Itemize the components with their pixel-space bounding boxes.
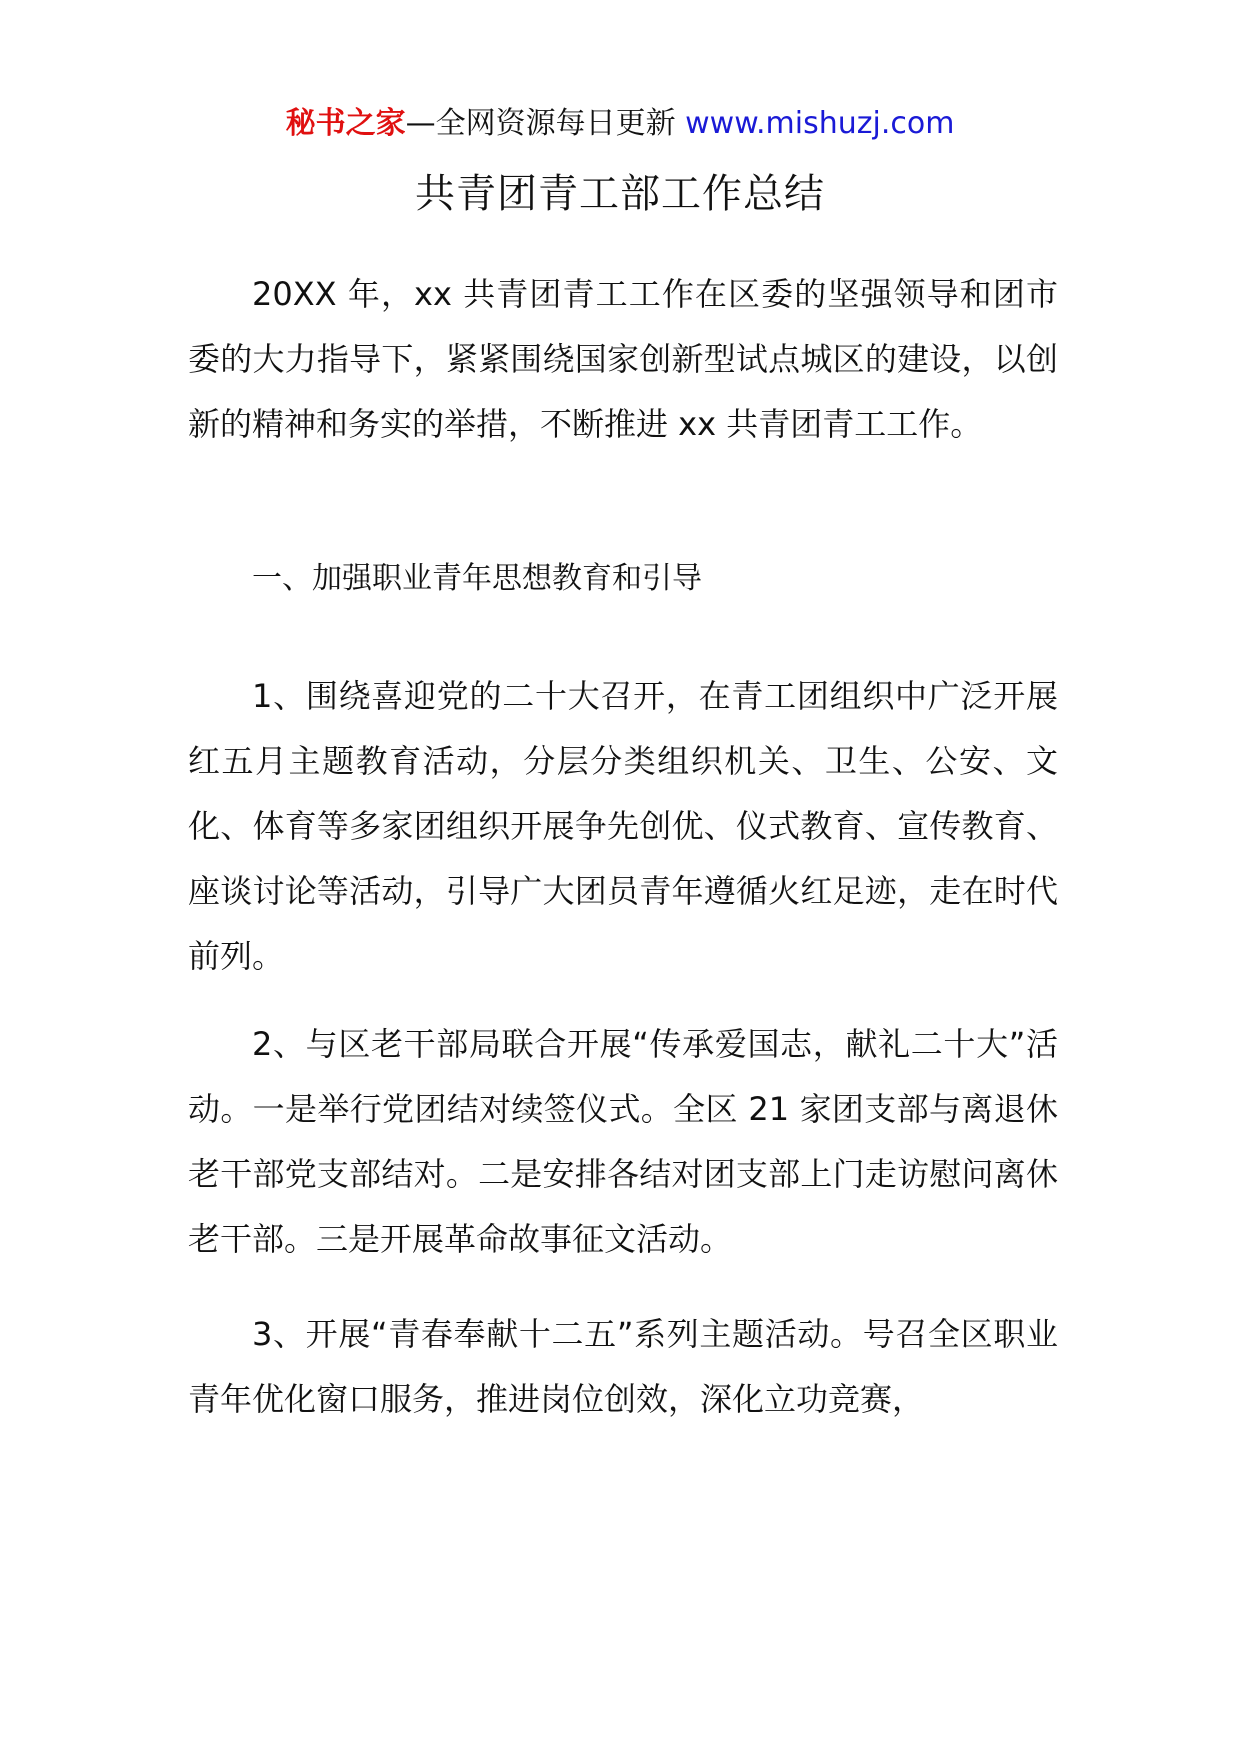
list-item-3: 3、开展“青春奉献十二五”系列主题活动。号召全区职业青年优化窗口服务，推进岗位创效，深化立功竞赛， [188, 1315, 1058, 1418]
section-heading: 一、加强职业青年思想教育和引导 [252, 561, 702, 596]
document-title: 共青团青工部工作总结 [415, 171, 825, 217]
intro-paragraph: 20XX 年，xx 共青团青工工作在区委的坚强领导和团市委的大力指导下，紧紧围绕国家创新型试点城区的建设，以创新的精神和务实的举措，不断推进 xx 共青团青工工作。 [188, 275, 1058, 443]
brand-name: 秘书之家 [285, 106, 406, 141]
site-url-link[interactable]: www.mishuzj.com [685, 106, 955, 141]
list-item-2: 2、与区老干部局联合开展“传承爱国志，献礼二十大”活动。一是举行党团结对续签仪式。全区 21 家团支部与离退休老干部党支部结对。二是安排各结对团支部上门走访慰问离休老干部。三是开展革命故事征文活动。 [188, 1025, 1058, 1258]
list-item-1: 1、围绕喜迎党的二十大召开，在青工团组织中广泛开展红五月主题教育活动，分层分类组织机关、卫生、公安、文化、体育等多家团组织开展争先创优、仪式教育、宣传教育、座谈讨论等活动，引导广大团员青年遵循火红足迹，走在时代前列。 [188, 677, 1058, 975]
site-banner [0, 104, 1240, 144]
banner-slogan: —全网资源每日更新 [405, 106, 686, 141]
